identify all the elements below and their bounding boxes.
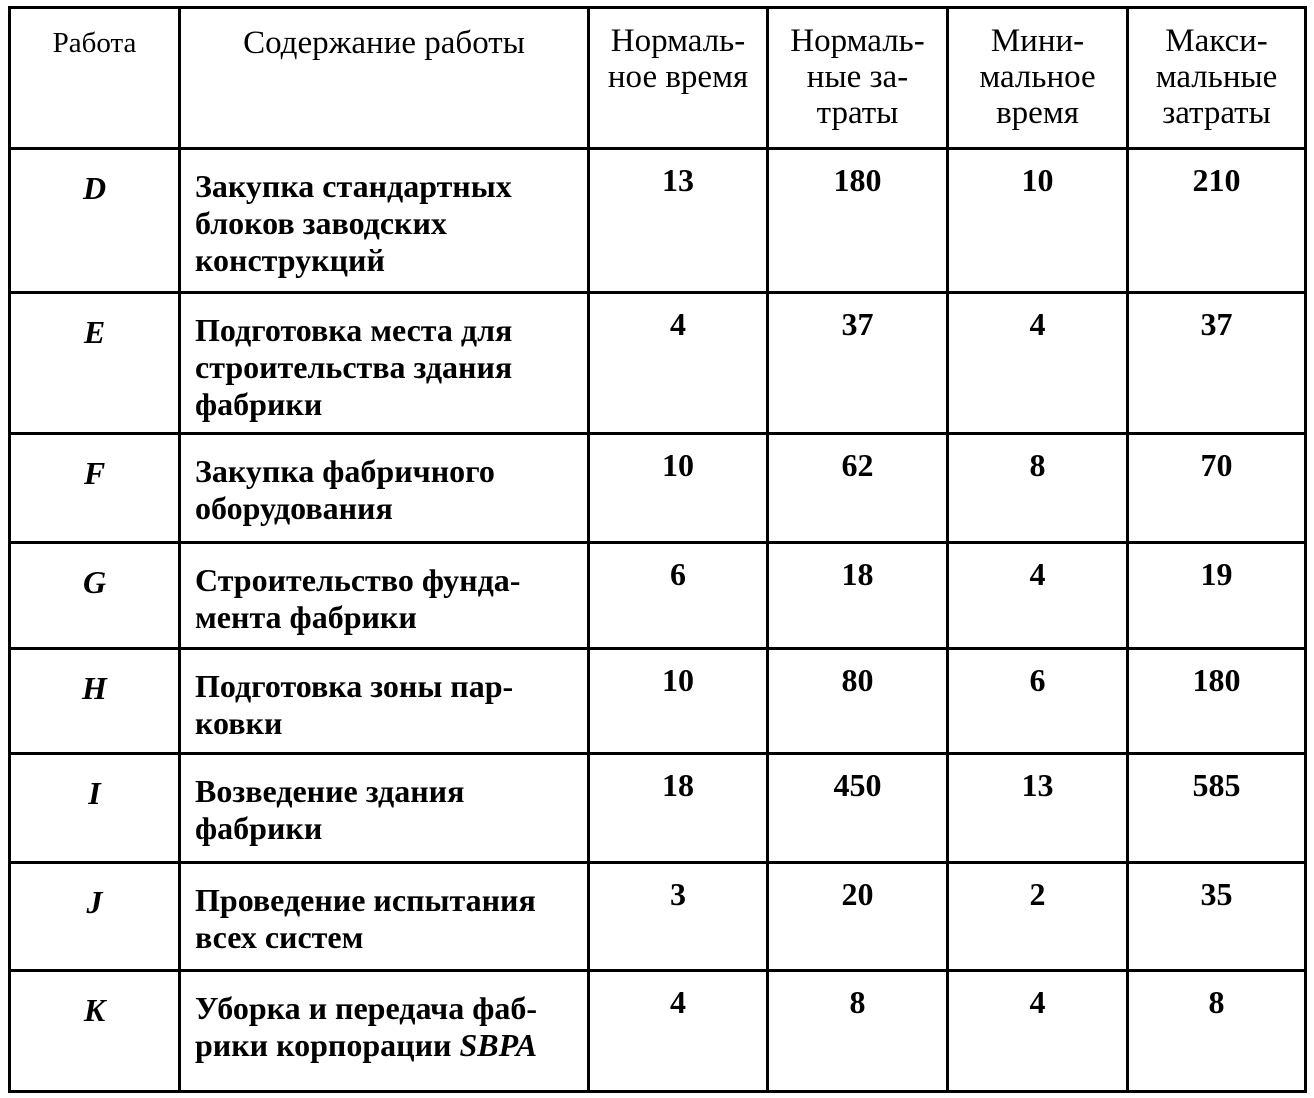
header-line: мальные: [1155, 59, 1278, 95]
header-content-line: Содержание работы: [243, 25, 525, 61]
header-line: Нормаль-: [610, 23, 746, 59]
normal-time-cell: 10: [589, 434, 768, 543]
header-line: ные за-: [806, 59, 909, 95]
header-max-cost: [1128, 8, 1306, 149]
description-line: Закупка стандартных: [195, 168, 512, 204]
corporation-name: SBPA: [459, 1027, 538, 1063]
normal-time-cell: 10: [589, 649, 768, 754]
max-cost-cell: 35: [1128, 863, 1306, 971]
work-description: [180, 434, 589, 543]
table-row: [10, 971, 1306, 1092]
description-line: Уборка и передача фаб-: [195, 990, 537, 1026]
min-time-cell: 10: [948, 149, 1128, 293]
header-work-line: Работа: [52, 27, 137, 59]
header-line: ное время: [607, 59, 749, 95]
work-description: [180, 863, 589, 971]
min-time-cell: 4: [948, 543, 1128, 649]
description-line: строительства здания: [195, 349, 513, 385]
normal-time-cell: 4: [589, 293, 768, 434]
max-cost-cell: 210: [1128, 149, 1306, 293]
work-description: [180, 754, 589, 863]
header-line: время: [996, 95, 1079, 131]
table-row: [10, 149, 1306, 293]
work-code: G: [10, 543, 180, 649]
max-cost-cell: 37: [1128, 293, 1306, 434]
table-row: [10, 863, 1306, 971]
work-code: H: [10, 649, 180, 754]
normal-cost-cell: 450: [768, 754, 948, 863]
description-line: оборудования: [195, 490, 393, 526]
max-cost-cell: 8: [1128, 971, 1306, 1092]
work-table: [8, 6, 1307, 1093]
header-line: мальное: [979, 59, 1096, 95]
header-line: Мини-: [990, 23, 1085, 59]
work-description: [180, 543, 589, 649]
work-code: E: [10, 293, 180, 434]
work-code: J: [10, 863, 180, 971]
description-text: рики корпорации: [195, 1027, 460, 1063]
min-time-cell: 2: [948, 863, 1128, 971]
description-line: мента фабрики: [195, 599, 417, 635]
table-row: [10, 543, 1306, 649]
work-code: F: [10, 434, 180, 543]
min-time-cell: 13: [948, 754, 1128, 863]
header-content: [180, 8, 589, 149]
work-code: K: [10, 971, 180, 1092]
min-time-cell: 8: [948, 434, 1128, 543]
normal-cost-cell: 37: [768, 293, 948, 434]
max-cost-cell: 70: [1128, 434, 1306, 543]
description-line: Подготовка зоны пар-: [195, 668, 514, 704]
normal-time-cell: 13: [589, 149, 768, 293]
description-line: Закупка фабричного: [195, 453, 495, 489]
header-line: траты: [816, 95, 899, 131]
work-description: [180, 149, 589, 293]
work-code: D: [10, 149, 180, 293]
description-line: конструкций: [195, 242, 385, 278]
description-line: фабрики: [195, 386, 323, 422]
work-description: [180, 649, 589, 754]
description-line: Возведение здания: [195, 773, 465, 809]
table-row: [10, 754, 1306, 863]
normal-time-cell: 18: [589, 754, 768, 863]
header-min-time: [948, 8, 1128, 149]
work-description: [180, 971, 589, 1092]
min-time-cell: 6: [948, 649, 1128, 754]
table-row: [10, 649, 1306, 754]
header-normal-cost: [768, 8, 948, 149]
min-time-cell: 4: [948, 293, 1128, 434]
header-normal-time: [589, 8, 768, 149]
header-line: Макси-: [1165, 23, 1268, 59]
max-cost-cell: 180: [1128, 649, 1306, 754]
description-line: [195, 1027, 581, 1064]
normal-cost-cell: 18: [768, 543, 948, 649]
normal-time-cell: 4: [589, 971, 768, 1092]
normal-time-cell: 6: [589, 543, 768, 649]
description-line: Строительство фунда-: [195, 562, 521, 598]
description-line: блоков заводских: [195, 205, 447, 241]
table-row: [10, 434, 1306, 543]
description-line: Проведение испытания: [195, 882, 536, 918]
description-line: Подготовка места для: [195, 312, 513, 348]
work-code: I: [10, 754, 180, 863]
description-line: всех систем: [195, 919, 364, 955]
min-time-cell: 4: [948, 971, 1128, 1092]
description-line: ковки: [195, 705, 283, 741]
normal-cost-cell: 8: [768, 971, 948, 1092]
max-cost-cell: 19: [1128, 543, 1306, 649]
max-cost-cell: 585: [1128, 754, 1306, 863]
work-description: [180, 293, 589, 434]
header-row: [10, 8, 1306, 149]
normal-cost-cell: 80: [768, 649, 948, 754]
header-line: Нормаль-: [790, 23, 925, 59]
table-row: [10, 293, 1306, 434]
normal-cost-cell: 20: [768, 863, 948, 971]
header-work: [10, 8, 180, 149]
header-line: затраты: [1162, 95, 1271, 131]
normal-time-cell: 3: [589, 863, 768, 971]
normal-cost-cell: 180: [768, 149, 948, 293]
normal-cost-cell: 62: [768, 434, 948, 543]
description-line: фабрики: [195, 810, 323, 846]
